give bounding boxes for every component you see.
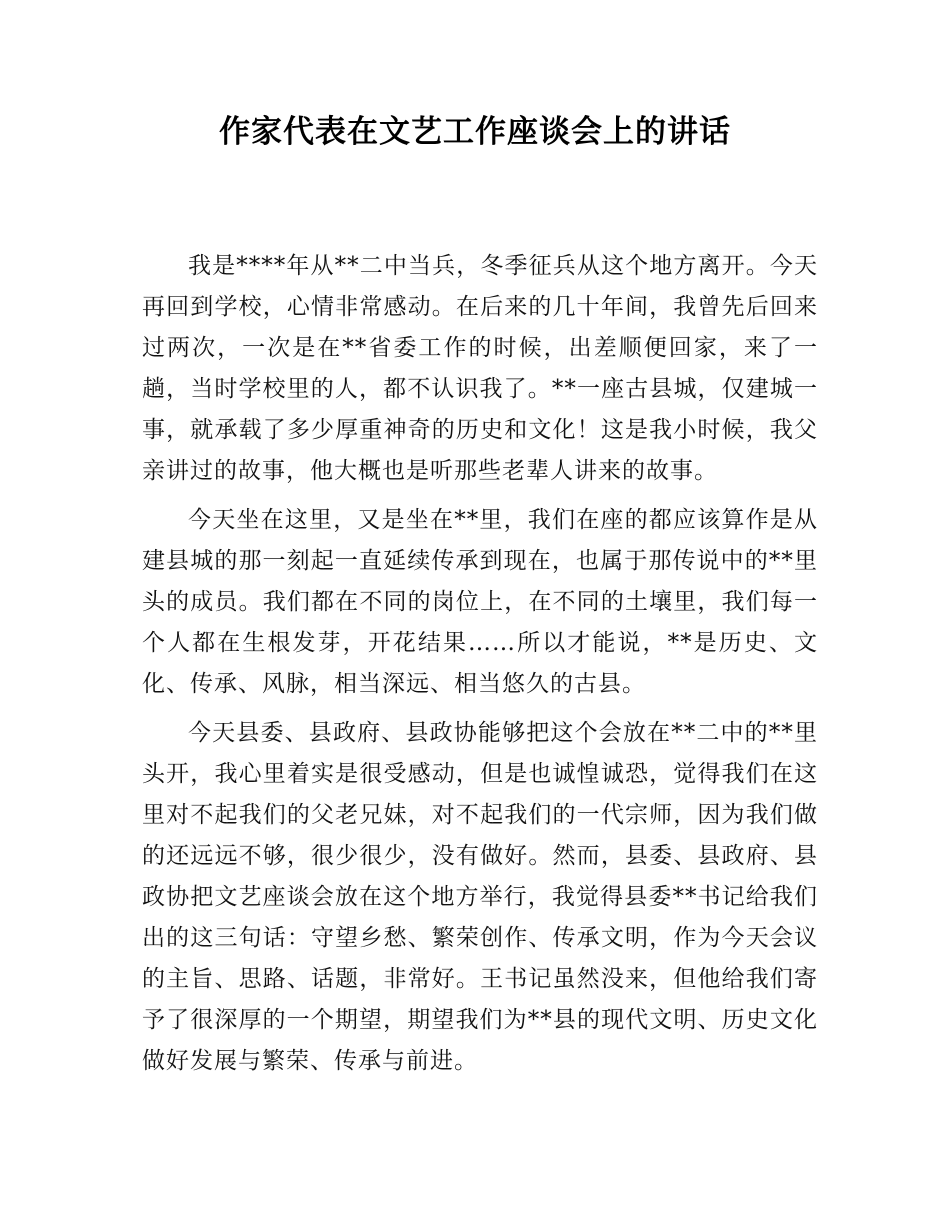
paragraph-3: 今天县委、县政府、县政协能够把这个会放在**二中的**里头开，我心里着实是很受感动，但是也诚惶诚恐，觉得我们在这里对不起我们的父老兄妹，对不起我们的一代宗师，因为我们做的还远远不够，很少很少，没有做好。然而，县委、县政府、县政协把文艺座谈会放在这个地方举行，我觉得县委**书记给我们出的这三句话：守望乡愁、繁荣创作、传承文明，作为今天会议的主旨、思路、话题，非常好。王书记虽然没来，但他给我们寄予了很深厚的一个期望，期望我们为**县的现代文明、历史文化做好发展与繁荣、传承与前进。: [142, 720, 818, 1074]
document-body: [142, 246, 818, 1082]
paragraph-2: 今天坐在这里，又是坐在**里，我们在座的都应该算作是从建县城的那一刻起一直延续传承到现在，也属于那传说中的**里头的成员。我们都在不同的岗位上，在不同的土壤里，我们每一个人都在生根发芽，开花结果……所以才能说，**是历史、文化、传承、风脉，相当深远、相当悠久的古县。: [142, 507, 818, 697]
document-title: 作家代表在文艺工作座谈会上的讲话: [219, 114, 731, 150]
paragraph-1: 我是****年从**二中当兵，冬季征兵从这个地方离开。今天再回到学校，心情非常感动。在后来的几十年间，我曾先后回来过两次，一次是在**省委工作的时候，出差顺便回家，来了一趟，当时学校里的人，都不认识我了。**一座古县城，仅建城一事，就承载了多少厚重神奇的历史和文化！这是我小时候，我父亲讲过的故事，他大概也是听那些老辈人讲来的故事。: [142, 253, 818, 484]
